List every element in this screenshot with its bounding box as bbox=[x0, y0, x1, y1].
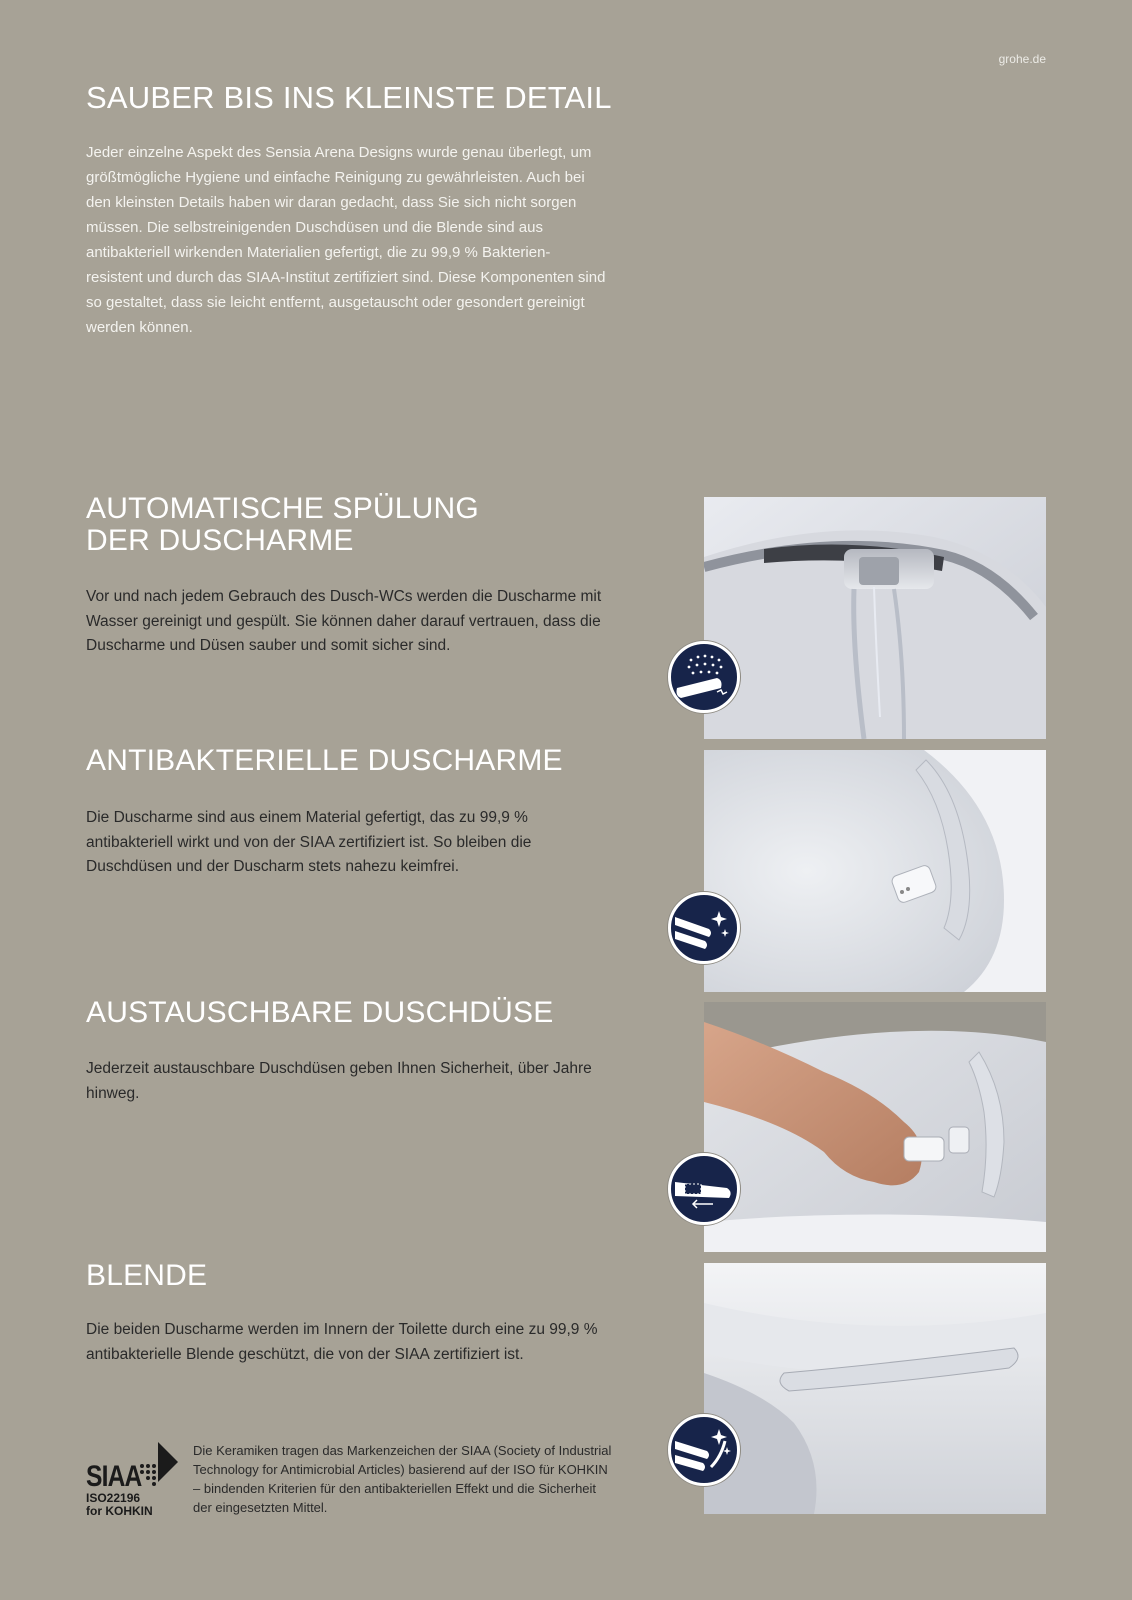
site-url[interactable]: grohe.de bbox=[998, 52, 1046, 66]
section-text-antibacterial-arms: Die Duscharme sind aus einem Material gefertigt, das zu 99,9 % antibakteriell wirkt und von der SIAA zertifiziert ist. So bleiben die Duschdüsen und der Duscharm stets nahezu keimfrei. bbox=[86, 809, 532, 875]
intro-text: Jeder einzelne Aspekt des Sensia Arena Designs wurde genau überlegt, um größtmögliche Hygiene und einfache Reinigung zu gewährleisten. Auch bei den kleinsten Details haben wir daran gedacht, dass Sie sich nicht sorgen müssen. Die selbstreinigenden Duschdüsen und die Blende sind aus antibakteriell wirkenden Materialien gefertigt, die zu 99,9 % Bakterien-resistent und durch das SIAA-Institut zertifiziert sind. Diese Komponenten sind so gestaltet, dass sie leicht entfernt, ausgetauscht oder gesondert gereinigt werden können. bbox=[86, 144, 606, 336]
section-title-cover: BLENDE bbox=[86, 1259, 208, 1292]
section-title-line-2: DER DUSCHARME bbox=[86, 524, 354, 557]
photo-replaceable-nozzle bbox=[704, 1002, 1046, 1252]
photo-antibacterial-arms bbox=[704, 750, 1046, 992]
section-title-replaceable-nozzle: AUSTAUSCHBARE DUSCHDÜSE bbox=[86, 996, 554, 1029]
photo-cover bbox=[704, 1263, 1046, 1514]
section-text-replaceable-nozzle: Jederzeit austauschbare Duschdüsen geben Ihnen Sicherheit, über Jahre hinweg. bbox=[86, 1060, 592, 1102]
spray-nozzle-icon bbox=[668, 641, 740, 713]
intro-title: SAUBER BIS INS KLEINSTE DETAIL bbox=[86, 80, 612, 115]
shield-cover-icon bbox=[668, 1414, 740, 1486]
sparkling-arms-icon bbox=[668, 892, 740, 964]
siaa-logo-text: SIAA bbox=[86, 1460, 142, 1493]
siaa-dots-icon bbox=[138, 1442, 178, 1488]
section-text-cover: Die beiden Duscharme werden im Innern der Toilette durch eine zu 99,9 % antibakterielle Blende geschützt, die von der SIAA zertifiziert ist. bbox=[86, 1321, 598, 1363]
replaceable-nozzle-icon bbox=[668, 1153, 740, 1225]
siaa-logo bbox=[86, 1442, 178, 1518]
section-text-automatic-flush: Vor und nach jedem Gebrauch des Dusch-WCs werden die Duscharme mit Wasser gereinigt und gespült. Sie können daher darauf vertrauen, dass die Duscharme und Düsen sauber und somit sicher sind. bbox=[86, 588, 602, 654]
certification-note: Die Keramiken tragen das Markenzeichen der SIAA (Society of Industrial Technology for Antimicrobial Articles) basierend auf der ISO für KOHKIN – bindenden Kriterien für den antibakteriellen Effekt und die Sicherheit der eingesetzten Mittel. bbox=[193, 1443, 612, 1515]
siaa-kohkin-text: for KOHKIN bbox=[86, 1504, 153, 1518]
section-title-antibacterial-arms: ANTIBAKTERIELLE DUSCHARME bbox=[86, 744, 563, 777]
siaa-iso-text: ISO22196 bbox=[86, 1491, 141, 1505]
photo-nozzle-flush bbox=[704, 497, 1046, 739]
section-title-automatic-flush bbox=[86, 493, 479, 557]
section-title-line-1: AUTOMATISCHE SPÜLUNG bbox=[86, 492, 479, 525]
